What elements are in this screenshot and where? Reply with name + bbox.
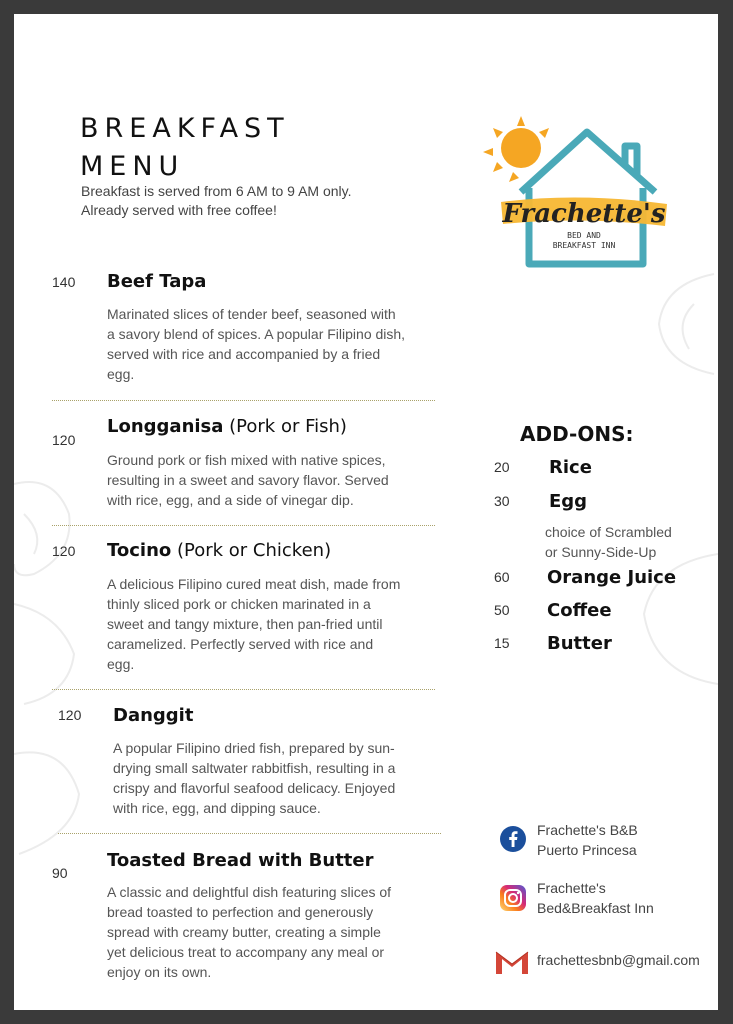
addon-name: Coffee — [547, 600, 612, 621]
menu-item-name — [107, 850, 374, 871]
dotted-divider — [52, 525, 435, 526]
menu-item-description — [107, 882, 391, 982]
page-title — [80, 110, 290, 186]
addon-name: Butter — [547, 633, 612, 654]
dish-variant: (Pork or Chicken) — [171, 540, 332, 561]
menu-item-name — [107, 540, 331, 561]
description-line: resulting in a sweet and savory flavor. Served — [107, 472, 389, 488]
addon-price: 20 — [494, 459, 510, 475]
menu-item-price: 90 — [52, 865, 68, 881]
background-sketch-illustration — [14, 454, 94, 934]
dish-title: Tocino — [107, 540, 172, 561]
logo-tagline: BREAKFAST INN — [552, 241, 616, 250]
frachettes-logo — [479, 114, 679, 274]
description-line: drying small saltwater rabbitfish, resulting in a — [113, 760, 396, 776]
contact-line: Frachette's — [537, 880, 606, 896]
instagram-icon[interactable] — [499, 884, 527, 912]
description-line: A delicious Filipino cured meat dish, made from — [107, 576, 401, 592]
addon-note-line: choice of Scrambled — [545, 524, 672, 540]
menu-item-description — [107, 304, 405, 384]
addon-note-line: or Sunny-Side-Up — [545, 544, 657, 560]
logo-tagline: BED AND — [567, 231, 601, 240]
description-line: bread toasted to perfection and generously — [107, 904, 374, 920]
addon-note — [545, 522, 672, 562]
title-line: BREAKFAST — [80, 113, 290, 144]
addon-name: Egg — [549, 491, 588, 512]
addon-name: Rice — [549, 457, 592, 478]
menu-item-name — [107, 416, 347, 437]
description-line: egg. — [107, 366, 135, 382]
description-line: A popular Filipino dried fish, prepared by sun- — [113, 740, 395, 756]
menu-item-price: 140 — [52, 274, 76, 290]
menu-item-price: 120 — [52, 432, 76, 448]
description-line: Marinated slices of tender beef, seasoned with — [107, 306, 396, 322]
logo-name: Frachette's — [502, 199, 666, 229]
menu-item-price: 120 — [52, 543, 76, 559]
gmail-icon[interactable] — [494, 948, 530, 976]
addon-price: 15 — [494, 635, 510, 651]
title-line: MENU — [80, 151, 185, 182]
house-sun-logo-graphic — [479, 114, 679, 274]
description-line: with rice, egg, and a side of vinegar dip. — [107, 492, 354, 508]
contact-line: Bed&Breakfast Inn — [537, 900, 654, 916]
description-line: Ground pork or fish mixed with native spices, — [107, 452, 386, 468]
dotted-divider — [58, 833, 441, 834]
description-line: egg. — [107, 656, 135, 672]
menu-item-description — [113, 738, 395, 818]
dish-title: Longganisa — [107, 416, 224, 437]
menu-item-price: 120 — [58, 707, 82, 723]
addon-price: 30 — [494, 493, 510, 509]
email-contact[interactable]: frachettesbnb@gmail.com — [537, 952, 700, 968]
description-line: a savory blend of spices. A popular Filipino dish, — [107, 326, 406, 342]
contact-line: Puerto Princesa — [537, 842, 637, 858]
dish-title: Toasted Bread with Butter — [107, 850, 374, 871]
subtitle-line: Breakfast is served from 6 AM to 9 AM only. — [81, 183, 352, 199]
instagram-contact[interactable] — [537, 878, 654, 918]
description-line: with rice, egg, and dipping sauce. — [113, 800, 321, 816]
menu-item-description — [107, 450, 389, 510]
dotted-divider — [52, 689, 435, 690]
dotted-divider — [52, 400, 435, 401]
serving-hours-note — [81, 182, 411, 220]
dish-title: Danggit — [113, 705, 194, 726]
addons-heading: ADD-ONS: — [520, 422, 634, 446]
menu-page — [14, 14, 718, 1010]
addon-price: 60 — [494, 569, 510, 585]
description-line: sweet and tangy mixture, then pan-fried until — [107, 616, 383, 632]
facebook-contact[interactable] — [537, 820, 638, 860]
dish-title: Beef Tapa — [107, 271, 207, 292]
menu-item-name — [113, 705, 193, 726]
description-line: crispy and flavorful seafood delicacy. Enjoyed — [113, 780, 396, 796]
description-line: spread with creamy butter, creating a simple — [107, 924, 381, 940]
subtitle-line: Already served with free coffee! — [81, 202, 277, 218]
description-line: thinly sliced pork or chicken marinated in a — [107, 596, 371, 612]
addon-price: 50 — [494, 602, 510, 618]
background-sketch-illustration — [634, 264, 718, 724]
dish-variant: (Pork or Fish) — [223, 416, 347, 437]
description-line: A classic and delightful dish featuring slices of — [107, 884, 392, 900]
menu-item-description — [107, 574, 400, 674]
menu-item-name — [107, 271, 206, 292]
description-line: served with rice and accompanied by a fried — [107, 346, 381, 362]
contact-line: Frachette's B&B — [537, 822, 638, 838]
addon-name: Orange Juice — [547, 567, 677, 588]
description-line: enjoy on its own. — [107, 964, 212, 980]
facebook-icon[interactable] — [499, 825, 527, 853]
description-line: caramelized. Perfectly served with rice and — [107, 636, 374, 652]
description-line: yet delicious treat to accompany any meal or — [107, 944, 385, 960]
